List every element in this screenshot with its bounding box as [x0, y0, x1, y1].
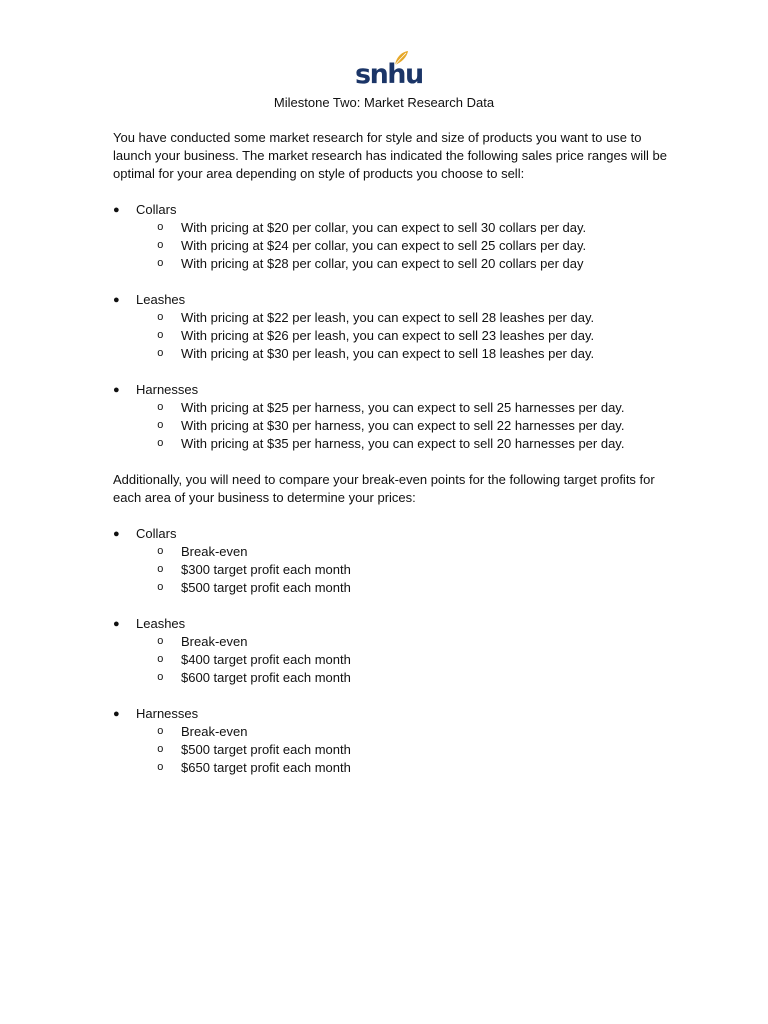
- target-category-leashes: [113, 615, 673, 633]
- bullet: ●: [113, 294, 120, 306]
- sub-bullet: o: [157, 672, 164, 684]
- list-item: o $600 target profit each month: [157, 670, 351, 685]
- list-item: o $500 target profit each month: [157, 742, 351, 757]
- sub-bullet: o: [157, 582, 164, 594]
- sub-bullet: o: [157, 240, 164, 252]
- bullet: ●: [113, 528, 120, 540]
- bullet: ●: [113, 618, 120, 630]
- sub-bullet: o: [157, 636, 164, 648]
- snhu-logo: [355, 50, 423, 90]
- category-label: Leashes: [136, 292, 186, 307]
- list-item: o $650 target profit each month: [157, 760, 351, 775]
- category-label: Harnesses: [136, 706, 199, 721]
- sub-bullet: o: [157, 438, 164, 450]
- list-item: o Break-even: [157, 634, 248, 649]
- sub-bullet: o: [157, 348, 164, 360]
- bullet: ●: [113, 204, 120, 216]
- sub-bullet: o: [157, 420, 164, 432]
- sub-bullet: o: [157, 222, 164, 234]
- list-item: o $500 target profit each month: [157, 580, 351, 595]
- sub-bullet: o: [157, 744, 164, 756]
- category-label: Collars: [136, 526, 177, 541]
- category-label: Collars: [136, 202, 177, 217]
- target-category-harnesses: [113, 705, 673, 723]
- category-label: Leashes: [136, 616, 186, 631]
- sub-bullet: o: [157, 564, 164, 576]
- pricing-category-harnesses: [113, 381, 673, 399]
- sub-bullet: o: [157, 546, 164, 558]
- sub-bullet: o: [157, 312, 164, 324]
- logo-text: snhu: [355, 59, 423, 90]
- sub-bullet: o: [157, 330, 164, 342]
- intro-paragraph: You have conducted some market research for style and size of products you want to use to launch your business. The market research has indicated the following sales price ranges will be optimal for your area depending on style of products you choose to sell:: [113, 130, 667, 181]
- category-label: Harnesses: [136, 382, 199, 397]
- target-category-collars: [113, 525, 673, 543]
- document-body: [113, 129, 673, 777]
- list-item: o Break-even: [157, 724, 248, 739]
- list-item: o With pricing at $28 per collar, you can expect to sell 20 collars per day: [157, 256, 584, 271]
- bullet: ●: [113, 708, 120, 720]
- list-item: o $400 target profit each month: [157, 652, 351, 667]
- sub-bullet: o: [157, 258, 164, 270]
- sub-bullet: o: [157, 726, 164, 738]
- list-item: o With pricing at $30 per harness, you can expect to sell 22 harnesses per day.: [157, 418, 625, 433]
- list-item: o With pricing at $35 per harness, you can expect to sell 20 harnesses per day.: [157, 436, 625, 451]
- list-item: o With pricing at $20 per collar, you can expect to sell 30 collars per day.: [157, 220, 587, 235]
- bullet: ●: [113, 384, 120, 396]
- list-item: o With pricing at $26 per leash, you can expect to sell 23 leashes per day.: [157, 328, 595, 343]
- pricing-category-leashes: [113, 291, 673, 309]
- list-item: o With pricing at $25 per harness, you can expect to sell 25 harnesses per day.: [157, 400, 625, 415]
- pricing-category-collars: [113, 201, 673, 219]
- additional-paragraph: Additionally, you will need to compare your break-even points for the following target profits for each area of your business to determine your prices:: [113, 472, 655, 505]
- sub-bullet: o: [157, 654, 164, 666]
- list-item: o With pricing at $24 per collar, you can expect to sell 25 collars per day.: [157, 238, 587, 253]
- sub-bullet: o: [157, 762, 164, 774]
- list-item: o With pricing at $22 per leash, you can expect to sell 28 leashes per day.: [157, 310, 595, 325]
- list-item: o Break-even: [157, 544, 248, 559]
- list-item: o With pricing at $30 per leash, you can expect to sell 18 leashes per day.: [157, 346, 595, 361]
- list-item: o $300 target profit each month: [157, 562, 351, 577]
- sub-bullet: o: [157, 402, 164, 414]
- page-title: Milestone Two: Market Research Data: [273, 95, 495, 110]
